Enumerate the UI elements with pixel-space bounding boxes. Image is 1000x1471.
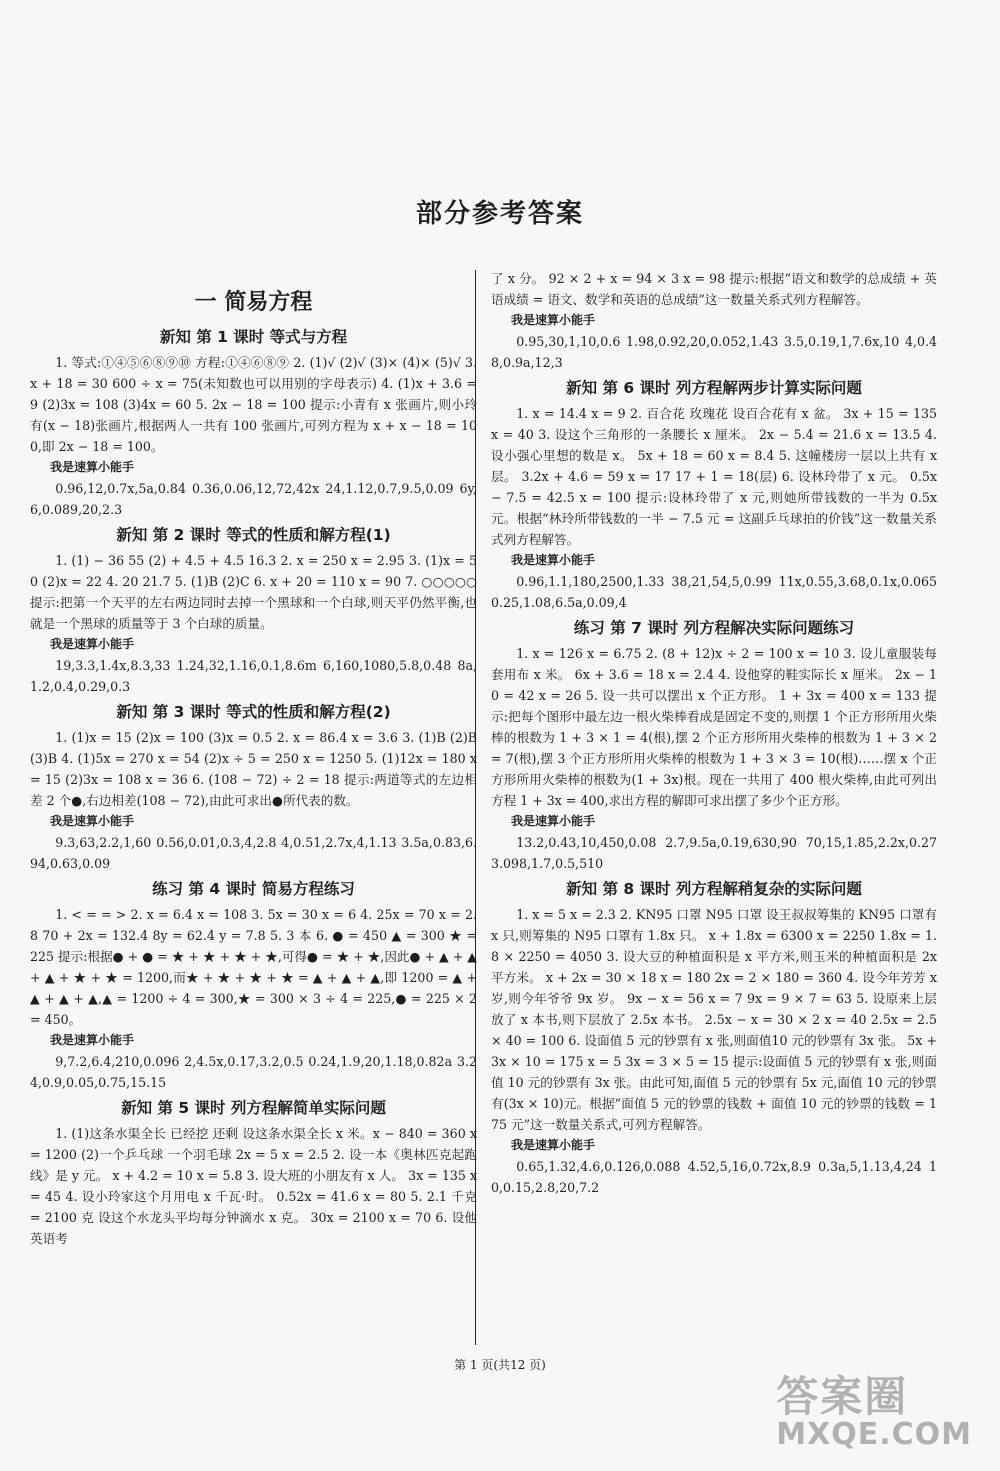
lesson-5-speed-answers: 0.95,30,1,10,0.6 1.98,0.92,20,0.052,1.43 3.5,0.19,1,7.6x,10 4,0.48,0.9a,12,3: [491, 334, 937, 370]
lesson-1-speed-heading: 我是速算小能手: [50, 460, 135, 474]
lesson-7-answers: 1. x = 126 x = 6.75 2. (8 + 12)x ÷ 2 = 100 x = 10 3. 设儿童服装每套用布 x 米。 6x + 3.6 = 18 x = 2.4 4. 设他穿的鞋实际长 x 厘米。 2x − 10 = 42 x = 26 5. 设一共可以摆出 x 个正方形。 1 + 3x = 400 x = 133 提示:把每个图形中最左边一根火柴棒看成是固定不变的,则摆 1 个正方形所用火柴棒的根数为 1 + 3 × 1 = 4(根),摆 2 个正方形所用火柴棒的根数为 1 + 3 × 2 = 7(根),摆 3 个正方形所用火柴棒的根数为 1 + 3 × 3 = 10(根)……摆 x 个正方形所用火柴棒的根数为(1 + 3x)根。现在一共用了 400 根火柴棒,由此可列出方程 1 + 3x = 400,求出方程的解即可求出摆了多少个正方形。: [491, 646, 937, 808]
lesson-3-answers: 1. (1)x = 15 (2)x = 100 (3)x = 0.5 2. x = 86.4 x = 3.6 3. (1)B (2)B (3)B 4. (1)5x = 270 x = 54 (2)x ÷ 5 = 250 x = 1250 5. (1)12x = 180 x = 15 (2)3x = 108 x = 36 6. (108 − 72) ÷ 2 = 18 提示:两道等式的左边相差 2 个●,右边相差(108 − 72),由此可求出●所代表的数。: [30, 730, 477, 808]
lesson-6-speed-answers: 0.96,1.1,180,2500,1.33 38,21,54,5,0.99 11x,0.55,3.68,0.1x,0.065 0.25,1.08,6.5a,0.09,4: [491, 574, 937, 610]
lesson-2-answers: 1. (1) − 36 55 (2) + 4.5 + 4.5 16.3 2. x = 250 x = 2.95 3. (1)x = 50 (2)x = 22 4. 20 21.7 5. (1)B (2)C 6. x + 20 = 110 x = 90 7. ○○○○○ 提示:把第一个天平的左右两边同时去掉一个黑球和一个白球,则天平仍然平衡,也就是一个黑球的质量等于 3 个白球的质量。: [30, 553, 477, 631]
lesson-4-title: 练习 第 4 课时 简易方程练习: [152, 880, 355, 898]
lesson-4-answers: 1. < = = > 2. x = 6.4 x = 108 3. 5x = 30 x = 6 4. 25x = 70 x = 2.8 70 + 2x = 132.4 8y = 62.4 y = 7.8 5. 3 本 6. ● = 450 ▲ = 300 ★ = 225 提示:根据● + ● = ★ + ★ + ★ + ★,可得● = ★ + ★,因此● + ▲ + ▲ + ▲ + ★ + ★ = 1200,而★ + ★ + ★ + ★ = ▲ + ▲ + ▲,即 1200 = ▲ + ▲ + ▲ + ▲,▲ = 1200 ÷ 4 = 300,★ = 300 × 3 ÷ 4 = 225,● = 225 × 2 = 450。: [30, 907, 477, 1027]
lesson-1-title: 新知 第 1 课时 等式与方程: [159, 328, 348, 346]
lesson-3-speed-heading: 我是速算小能手: [50, 814, 135, 828]
lesson-8-speed-answers: 0.65,1.32,4.6,0.126,0.088 4.52,5,16,0.72x,8.9 0.3a,5,1.13,4,24 10,0.15,2.8,20,7.2: [491, 1159, 937, 1195]
lesson-6-title: 新知 第 6 课时 列方程解两步计算实际问题: [566, 379, 862, 397]
lesson-4-speed-answers: 9,7.2,6.4,210,0.096 2,4.5x,0.17,3.2,0.5 0.24,1.9,20,1.18,0.82a 3.24,0.9,0.05,0.75,15.15: [30, 1054, 477, 1090]
lesson-8-title: 新知 第 8 课时 列方程解稍复杂的实际问题: [566, 880, 862, 898]
lesson-3-speed-answers: 9.3,63,2.2,1,60 0.56,0.01,0.3,4,2.8 4,0.51,2.7x,4,1.13 3.5a,0.83,6.94,0.63,0.09: [30, 835, 477, 871]
lesson-6-answers: 1. x = 14.4 x = 9 2. 百合花 玫瑰花 设百合花有 x 盆。 3x + 15 = 135 x = 40 3. 设这个三角形的一条腰长 x 厘米。 2x − 5.4 = 21.6 x = 13.5 4. 设小强心里想的数是 x。 5x + 18 = 60 x = 8.4 5. 这幢楼房一层以上共有 x 层。 3.2x + 4.6 = 59 x = 17 17 + 1 = 18(层) 6. 设林玲带了 x 元。 0.5x − 7.5 = 42.5 x = 100 提示:设林玲带了 x 元,则她所带钱数的一半为 0.5x 元。根据“林玲所带钱数的一半 − 7.5 元 = 这副乒乓球拍的价钱”这一数量关系式列方程解答。: [491, 406, 937, 547]
lesson-1-answers: 1. 等式:①④⑤⑥⑧⑨⑩ 方程:①④⑥⑧⑨ 2. (1)√ (2)√ (3)× (4)× (5)√ 3. x + 18 = 30 600 ÷ x = 75(未知数也可以用别的字母表示) 4. (1)x + 3.6 = 9 (2)3x = 108 (3)4x = 60 5. 2x − 18 = 100 提示:小青有 x 张画片,则小玲有(x − 18)张画片,根据两人一共有 100 张画片,可列方程为 x + x − 18 = 100,即 2x − 18 = 100。: [30, 355, 477, 454]
unit-title: 一 简易方程: [194, 290, 313, 315]
lesson-2-speed-answers: 19,3.3,1.4x,8.3,33 1.24,32,1.16,0.1,8.6m 6,160,1080,5.8,0.48 8a,1.2,0.4,0.29,0.3: [30, 658, 477, 694]
lesson-5-title: 新知 第 5 课时 列方程解简单实际问题: [121, 1099, 386, 1117]
lesson-7-title: 练习 第 7 课时 列方程解决实际问题练习: [573, 619, 855, 637]
lesson-5-speed-heading: 我是速算小能手: [511, 313, 596, 327]
right-column: [491, 268, 937, 1198]
lesson-6-speed-heading: 我是速算小能手: [511, 553, 596, 567]
lesson-7-speed-heading: 我是速算小能手: [511, 814, 596, 828]
lesson-5-answers: 1. (1)这条水渠全长 已经挖 还剩 设这条水渠全长 x 米。x − 840 = 360 x = 1200 (2)一个乒乓球 一个羽毛球 2x = 5 x = 2.5 2. 设一本《奥林匹克起跑线》是 y 元。 x + 4.2 = 10 x = 5.8 3. 设大班的小朋友有 x 人。 3x = 135 x = 45 4. 设小玲家这个月用电 x 千瓦·时。 0.52x = 41.6 x = 80 5. 2.1 千克 = 2100 克 设这个水龙头平均每分钟滴水 x 克。 30x = 2100 x = 70 6. 设他英语考: [30, 1126, 477, 1246]
lesson-8-speed-heading: 我是速算小能手: [511, 1138, 596, 1152]
watermark-logo: 答案圈: [776, 1372, 909, 1421]
lesson-4-speed-heading: 我是速算小能手: [50, 1033, 135, 1047]
lesson-7-speed-answers: 13.2,0.43,10,450,0.08 2.7,9.5a,0.19,630,90 70,15,1.85,2.2x,0.27 3.098,1.7,0.5,510: [491, 835, 937, 871]
watermark-url: MXQE.COM: [776, 1417, 972, 1452]
left-column: [30, 268, 477, 1249]
lesson-2-title: 新知 第 2 课时 等式的性质和解方程(1): [116, 526, 391, 544]
lesson-3-title: 新知 第 3 课时 等式的性质和解方程(2): [116, 703, 391, 721]
page-title: 部分参考答案: [415, 199, 584, 229]
page-footer: 第 1 页(共12 页): [454, 1358, 546, 1372]
watermark: [776, 1372, 972, 1452]
lesson-5-continued: 了 x 分。 92 × 2 + x = 94 × 3 x = 98 提示:根据“语文和数学的总成绩 + 英语成绩 = 语文、数学和英语的总成绩”这一数量关系式列方程解答。: [491, 271, 937, 307]
lesson-2-speed-heading: 我是速算小能手: [50, 637, 135, 651]
lesson-1-speed-answers: 0.96,12,0.7x,5a,0.84 0.36,0.06,12,72,42x 24,1.12,0.7,9.5,0.09 6y,6,0.089,20,2.3: [30, 481, 477, 517]
lesson-8-answers: 1. x = 5 x = 2.3 2. KN95 口罩 N95 口罩 设王叔叔筹集的 KN95 口罩有 x 只,则筹集的 N95 口罩有 1.8x 只。 x + 1.8x = 6300 x = 2250 1.8x = 1.8 × 2250 = 4050 3. 设大豆的种植面积是 x 平方米,则玉米的种植面积是 2x 平方米。 x + 2x = 30 × 18 x = 180 2x = 2 × 180 = 360 4. 设今年芳芳 x 岁,则今年爷爷 9x 岁。 9x − x = 56 x = 7 9x = 9 × 7 = 63 5. 设原来上层放了 x 本书,则下层放了 2.5x 本书。 2.5x − x = 30 × 2 x = 40 2.5x = 2.5 × 40 = 100 6. 设面值 5 元的钞票有 x 张,则面值10 元的钞票有 3x 张。 5x + 3x × 10 = 175 x = 5 3x = 3 × 5 = 15 提示:设面值 5 元的钞票有 x 张,则面值 10 元的钞票有 3x 张。由此可知,面值 5 元的钞票有 5x 元,面值 10 元的钞票有(3x × 10)元。根据“面值 5 元的钞票的钱数 + 面值 10 元的钞票的钱数 = 175 元”这一数量关系式,可列方程解答。: [491, 907, 937, 1132]
